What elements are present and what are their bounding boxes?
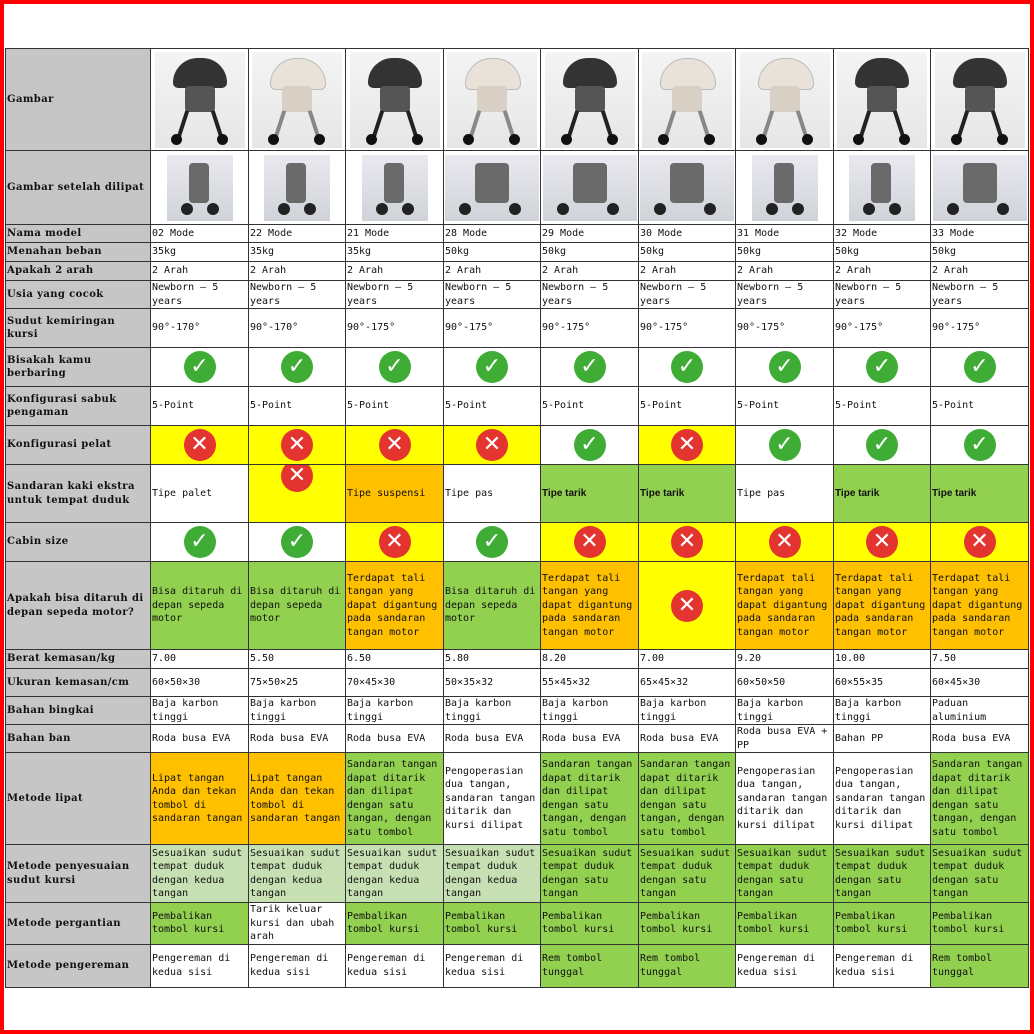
icon-cell — [931, 348, 1029, 387]
value-cell: 35kg — [346, 243, 444, 262]
value-cell: 90°-170° — [151, 309, 249, 348]
image-cell — [444, 49, 541, 151]
value-cell: Sandaran tangan dapat ditarik dan dilipat dengan satu tangan, dengan satu tombol — [541, 753, 639, 845]
spec-row — [6, 523, 1029, 562]
value-cell: 2 Arah — [444, 262, 541, 281]
value-cell: Sesuaikan sudut tempat duduk dengan satu tangan — [541, 845, 639, 903]
folded-stroller-photo — [445, 155, 539, 221]
image-cell — [541, 151, 639, 225]
value-cell: Newborn – 5 years — [541, 281, 639, 309]
value-cell: 5-Point — [444, 387, 541, 426]
value-cell: Terdapat tali tangan yang dapat digantung pada sandaran tangan motor — [834, 562, 931, 650]
value-cell: Sandaran tangan dapat ditarik dan dilipat dengan satu tangan, dengan satu tombol — [639, 753, 736, 845]
icon-cell — [834, 426, 931, 465]
spec-row — [6, 903, 1029, 945]
row-label: Bahan ban — [6, 725, 151, 753]
folded-stroller-photo — [849, 155, 915, 221]
icon-cell — [151, 523, 249, 562]
value-cell: Baja karbon tinggi — [249, 697, 346, 725]
image-cell — [834, 49, 931, 151]
spec-row — [6, 49, 1029, 151]
image-cell — [834, 151, 931, 225]
check-circle-icon: ✓ — [574, 429, 606, 461]
value-cell: Pembalikan tombol kursi — [931, 903, 1029, 945]
value-cell: Sesuaikan sudut tempat duduk dengan satu tangan — [639, 845, 736, 903]
icon-cell — [151, 348, 249, 387]
value-cell: 22 Mode — [249, 225, 346, 243]
row-label: Bahan bingkai — [6, 697, 151, 725]
value-cell: Tipe tarik — [834, 465, 931, 523]
value-cell: Roda busa EVA — [931, 725, 1029, 753]
icon-cell — [736, 426, 834, 465]
value-cell: 2 Arah — [639, 262, 736, 281]
value-cell: Rem tombol tunggal — [931, 944, 1029, 987]
stroller-photo — [252, 52, 342, 148]
check-circle-icon: ✓ — [769, 351, 801, 383]
cross-circle-icon: ✕ — [671, 526, 703, 558]
row-label: Konfigurasi pelat — [6, 426, 151, 465]
row-label: Ukuran kemasan/cm — [6, 669, 151, 697]
cross-circle-icon: ✕ — [769, 526, 801, 558]
spec-row — [6, 697, 1029, 725]
icon-cell — [834, 348, 931, 387]
spec-row — [6, 944, 1029, 987]
value-cell: 90°-175° — [346, 309, 444, 348]
icon-cell — [541, 523, 639, 562]
value-cell: 50kg — [931, 243, 1029, 262]
value-cell: Sesuaikan sudut tempat duduk dengan kedua tangan — [249, 845, 346, 903]
spec-row — [6, 348, 1029, 387]
value-cell: 28 Mode — [444, 225, 541, 243]
image-cell — [249, 49, 346, 151]
folded-stroller-photo — [752, 155, 818, 221]
value-cell: 90°-175° — [541, 309, 639, 348]
icon-cell — [249, 465, 346, 523]
folded-stroller-photo — [933, 155, 1027, 221]
icon-cell — [736, 348, 834, 387]
value-cell: Terdapat tali tangan yang dapat digantung pada sandaran tangan motor — [931, 562, 1029, 650]
row-label: Apakah bisa ditaruh di depan sepeda motor? — [6, 562, 151, 650]
value-cell: Roda busa EVA — [249, 725, 346, 753]
value-cell: Bisa ditaruh di depan sepeda motor — [151, 562, 249, 650]
value-cell: 2 Arah — [151, 262, 249, 281]
check-circle-icon: ✓ — [866, 351, 898, 383]
stroller-photo — [935, 52, 1025, 148]
row-label: Metode lipat — [6, 753, 151, 845]
value-cell: Roda busa EVA — [346, 725, 444, 753]
value-cell: Newborn – 5 years — [151, 281, 249, 309]
value-cell: Paduan aluminium — [931, 697, 1029, 725]
row-label: Gambar — [6, 49, 151, 151]
check-circle-icon: ✓ — [866, 429, 898, 461]
icon-cell — [541, 348, 639, 387]
folded-stroller-photo — [167, 155, 233, 221]
spec-row — [6, 426, 1029, 465]
value-cell: Pengoperasian dua tangan, sandaran tangan ditarik dan kursi dilipat — [736, 753, 834, 845]
row-label: Metode pengereman — [6, 944, 151, 987]
value-cell: 2 Arah — [931, 262, 1029, 281]
value-cell: Baja karbon tinggi — [639, 697, 736, 725]
folded-stroller-photo — [543, 155, 637, 221]
value-cell: 02 Mode — [151, 225, 249, 243]
spec-row — [6, 669, 1029, 697]
value-cell: 90°-175° — [639, 309, 736, 348]
value-cell: 50kg — [541, 243, 639, 262]
icon-cell — [639, 562, 736, 650]
value-cell: Pengereman di kedua sisi — [346, 944, 444, 987]
value-cell: Lipat tangan Anda dan tekan tombol di sandaran tangan — [151, 753, 249, 845]
value-cell: Sesuaikan sudut tempat duduk dengan satu tangan — [736, 845, 834, 903]
check-circle-icon: ✓ — [184, 526, 216, 558]
row-label: Usia yang cocok — [6, 281, 151, 309]
value-cell: Roda busa EVA — [151, 725, 249, 753]
icon-cell — [736, 523, 834, 562]
value-cell: Terdapat tali tangan yang dapat digantung pada sandaran tangan motor — [736, 562, 834, 650]
value-cell: Pembalikan tombol kursi — [444, 903, 541, 945]
value-cell: Pengereman di kedua sisi — [151, 944, 249, 987]
value-cell: 50kg — [736, 243, 834, 262]
check-circle-icon: ✓ — [769, 429, 801, 461]
spec-row — [6, 151, 1029, 225]
icon-cell — [249, 523, 346, 562]
value-cell: Sesuaikan sudut tempat duduk dengan kedua tangan — [151, 845, 249, 903]
icon-cell — [834, 523, 931, 562]
value-cell: Rem tombol tunggal — [639, 944, 736, 987]
value-cell: Pengoperasian dua tangan, sandaran tangan ditarik dan kursi dilipat — [444, 753, 541, 845]
row-label: Apakah 2 arah — [6, 262, 151, 281]
value-cell: Baja karbon tinggi — [541, 697, 639, 725]
value-cell: 5-Point — [834, 387, 931, 426]
value-cell: 31 Mode — [736, 225, 834, 243]
stroller-photo — [350, 52, 440, 148]
icon-cell — [931, 426, 1029, 465]
folded-stroller-photo — [640, 155, 734, 221]
icon-cell — [639, 348, 736, 387]
image-cell — [346, 151, 444, 225]
value-cell: Tipe tarik — [639, 465, 736, 523]
value-cell: Pengereman di kedua sisi — [834, 944, 931, 987]
value-cell: 29 Mode — [541, 225, 639, 243]
value-cell: 6.50 — [346, 650, 444, 669]
image-cell — [931, 151, 1029, 225]
row-label: Sudut kemiringan kursi — [6, 309, 151, 348]
check-circle-icon: ✓ — [964, 429, 996, 461]
value-cell: Pengoperasian dua tangan, sandaran tangan ditarik dan kursi dilipat — [834, 753, 931, 845]
check-circle-icon: ✓ — [671, 351, 703, 383]
value-cell: 50kg — [639, 243, 736, 262]
row-label: Konfigurasi sabuk pengaman — [6, 387, 151, 426]
value-cell: Tipe palet — [151, 465, 249, 523]
image-cell — [541, 49, 639, 151]
value-cell: 35kg — [151, 243, 249, 262]
value-cell: 7.00 — [151, 650, 249, 669]
value-cell: 5-Point — [151, 387, 249, 426]
spec-row — [6, 753, 1029, 845]
value-cell: Baja karbon tinggi — [444, 697, 541, 725]
value-cell: 5.80 — [444, 650, 541, 669]
value-cell: 5.50 — [249, 650, 346, 669]
icon-cell — [444, 348, 541, 387]
row-label: Nama model — [6, 225, 151, 243]
check-circle-icon: ✓ — [476, 351, 508, 383]
value-cell: Tipe pas — [736, 465, 834, 523]
value-cell: Pembalikan tombol kursi — [346, 903, 444, 945]
value-cell: 32 Mode — [834, 225, 931, 243]
spec-row — [6, 562, 1029, 650]
value-cell: 7.50 — [931, 650, 1029, 669]
value-cell: 5-Point — [736, 387, 834, 426]
value-cell: 35kg — [249, 243, 346, 262]
image-cell — [736, 151, 834, 225]
icon-cell — [931, 523, 1029, 562]
icon-cell — [151, 426, 249, 465]
value-cell: Pengereman di kedua sisi — [444, 944, 541, 987]
value-cell: 2 Arah — [346, 262, 444, 281]
value-cell: 60×45×30 — [931, 669, 1029, 697]
value-cell: Sesuaikan sudut tempat duduk dengan kedua tangan — [346, 845, 444, 903]
value-cell: Baja karbon tinggi — [736, 697, 834, 725]
value-cell: 60×55×35 — [834, 669, 931, 697]
check-circle-icon: ✓ — [184, 351, 216, 383]
image-cell — [151, 151, 249, 225]
icon-cell — [346, 348, 444, 387]
value-cell: 33 Mode — [931, 225, 1029, 243]
value-cell: Lipat tangan Anda dan tekan tombol di sandaran tangan — [249, 753, 346, 845]
image-cell — [639, 151, 736, 225]
value-cell: Terdapat tali tangan yang dapat digantung pada sandaran tangan motor — [541, 562, 639, 650]
value-cell: 50×35×32 — [444, 669, 541, 697]
value-cell: Pembalikan tombol kursi — [834, 903, 931, 945]
value-cell: 90°-170° — [249, 309, 346, 348]
value-cell: Pembalikan tombol kursi — [151, 903, 249, 945]
value-cell: 55×45×32 — [541, 669, 639, 697]
image-cell — [151, 49, 249, 151]
value-cell: 90°-175° — [834, 309, 931, 348]
comparison-table — [5, 48, 1029, 988]
cross-circle-icon: ✕ — [671, 429, 703, 461]
cross-circle-icon: ✕ — [281, 465, 313, 492]
value-cell: 90°-175° — [444, 309, 541, 348]
stroller-photo — [447, 52, 537, 148]
value-cell: 75×50×25 — [249, 669, 346, 697]
value-cell: Newborn – 5 years — [249, 281, 346, 309]
value-cell: 8.20 — [541, 650, 639, 669]
value-cell: Newborn – 5 years — [834, 281, 931, 309]
value-cell: 2 Arah — [736, 262, 834, 281]
value-cell: Roda busa EVA — [541, 725, 639, 753]
spec-row — [6, 387, 1029, 426]
row-label: Metode pergantian — [6, 903, 151, 945]
value-cell: 7.00 — [639, 650, 736, 669]
value-cell: Baja karbon tinggi — [834, 697, 931, 725]
icon-cell — [541, 426, 639, 465]
value-cell: 30 Mode — [639, 225, 736, 243]
spec-row — [6, 725, 1029, 753]
stroller-photo — [642, 52, 732, 148]
value-cell: 70×45×30 — [346, 669, 444, 697]
value-cell: 90°-175° — [931, 309, 1029, 348]
value-cell: 50kg — [444, 243, 541, 262]
spec-row — [6, 225, 1029, 243]
spec-row — [6, 262, 1029, 281]
icon-cell — [346, 523, 444, 562]
check-circle-icon: ✓ — [281, 351, 313, 383]
check-circle-icon: ✓ — [379, 351, 411, 383]
value-cell: Sandaran tangan dapat ditarik dan dilipat dengan satu tangan, dengan satu tombol — [931, 753, 1029, 845]
row-label: Gambar setelah dilipat — [6, 151, 151, 225]
spec-row — [6, 465, 1029, 523]
cross-circle-icon: ✕ — [184, 429, 216, 461]
value-cell: Tipe tarik — [541, 465, 639, 523]
value-cell: Pembalikan tombol kursi — [541, 903, 639, 945]
value-cell: 9.20 — [736, 650, 834, 669]
value-cell: 2 Arah — [249, 262, 346, 281]
cross-circle-icon: ✕ — [671, 590, 703, 622]
icon-cell — [249, 348, 346, 387]
spec-row — [6, 845, 1029, 903]
value-cell: Roda busa EVA + PP — [736, 725, 834, 753]
value-cell: Tipe pas — [444, 465, 541, 523]
row-label: Bisakah kamu berbaring — [6, 348, 151, 387]
spec-row — [6, 281, 1029, 309]
cross-circle-icon: ✕ — [379, 429, 411, 461]
value-cell: Bisa ditaruh di depan sepeda motor — [249, 562, 346, 650]
value-cell: Tipe tarik — [931, 465, 1029, 523]
icon-cell — [639, 426, 736, 465]
cross-circle-icon: ✕ — [476, 429, 508, 461]
check-circle-icon: ✓ — [964, 351, 996, 383]
value-cell: 5-Point — [639, 387, 736, 426]
value-cell: Rem tombol tunggal — [541, 944, 639, 987]
icon-cell — [249, 426, 346, 465]
check-circle-icon: ✓ — [281, 526, 313, 558]
value-cell: Newborn – 5 years — [346, 281, 444, 309]
value-cell: 2 Arah — [541, 262, 639, 281]
value-cell: 5-Point — [346, 387, 444, 426]
row-label: Berat kemasan/kg — [6, 650, 151, 669]
value-cell: Bisa ditaruh di depan sepeda motor — [444, 562, 541, 650]
value-cell: Roda busa EVA — [444, 725, 541, 753]
cross-circle-icon: ✕ — [379, 526, 411, 558]
icon-cell — [346, 426, 444, 465]
folded-stroller-photo — [362, 155, 428, 221]
image-cell — [639, 49, 736, 151]
row-label: Metode penyesuaian sudut kursi — [6, 845, 151, 903]
value-cell: Sesuaikan sudut tempat duduk dengan satu tangan — [931, 845, 1029, 903]
value-cell: 21 Mode — [346, 225, 444, 243]
value-cell: 60×50×30 — [151, 669, 249, 697]
stroller-photo — [545, 52, 635, 148]
row-label: Cabin size — [6, 523, 151, 562]
value-cell: Terdapat tali tangan yang dapat digantung pada sandaran tangan motor — [346, 562, 444, 650]
value-cell: Baja karbon tinggi — [346, 697, 444, 725]
stroller-photo — [740, 52, 830, 148]
icon-cell — [444, 426, 541, 465]
spec-row — [6, 243, 1029, 262]
cross-circle-icon: ✕ — [574, 526, 606, 558]
image-cell — [346, 49, 444, 151]
value-cell: 5-Point — [931, 387, 1029, 426]
cross-circle-icon: ✕ — [866, 526, 898, 558]
check-circle-icon: ✓ — [574, 351, 606, 383]
cross-circle-icon: ✕ — [281, 429, 313, 461]
value-cell: Tipe suspensi — [346, 465, 444, 523]
image-cell — [931, 49, 1029, 151]
value-cell: Sandaran tangan dapat ditarik dan dilipat dengan satu tangan, dengan satu tombol — [346, 753, 444, 845]
check-circle-icon: ✓ — [476, 526, 508, 558]
value-cell: Sesuaikan sudut tempat duduk dengan satu tangan — [834, 845, 931, 903]
value-cell: Newborn – 5 years — [639, 281, 736, 309]
image-cell — [444, 151, 541, 225]
value-cell: 65×45×32 — [639, 669, 736, 697]
value-cell: 10.00 — [834, 650, 931, 669]
icon-cell — [444, 523, 541, 562]
value-cell: Bahan PP — [834, 725, 931, 753]
image-cell — [736, 49, 834, 151]
value-cell: Pengereman di kedua sisi — [249, 944, 346, 987]
icon-cell — [639, 523, 736, 562]
value-cell: Newborn – 5 years — [931, 281, 1029, 309]
value-cell: Pembalikan tombol kursi — [736, 903, 834, 945]
value-cell: 5-Point — [249, 387, 346, 426]
cross-circle-icon: ✕ — [964, 526, 996, 558]
row-label: Menahan beban — [6, 243, 151, 262]
value-cell: 60×50×50 — [736, 669, 834, 697]
value-cell: Pembalikan tombol kursi — [639, 903, 736, 945]
stroller-photo — [155, 52, 245, 148]
stroller-photo — [837, 52, 927, 148]
value-cell: Tarik keluar kursi dan ubah arah — [249, 903, 346, 945]
value-cell: 50kg — [834, 243, 931, 262]
spec-row — [6, 309, 1029, 348]
value-cell: Baja karbon tinggi — [151, 697, 249, 725]
value-cell: 5-Point — [541, 387, 639, 426]
value-cell: 90°-175° — [736, 309, 834, 348]
row-label: Sandaran kaki ekstra untuk tempat duduk — [6, 465, 151, 523]
value-cell: Newborn – 5 years — [736, 281, 834, 309]
value-cell: Pengereman di kedua sisi — [736, 944, 834, 987]
value-cell: Roda busa EVA — [639, 725, 736, 753]
spec-row — [6, 650, 1029, 669]
image-cell — [249, 151, 346, 225]
value-cell: 2 Arah — [834, 262, 931, 281]
value-cell: Newborn – 5 years — [444, 281, 541, 309]
folded-stroller-photo — [264, 155, 330, 221]
value-cell: Sesuaikan sudut tempat duduk dengan kedua tangan — [444, 845, 541, 903]
